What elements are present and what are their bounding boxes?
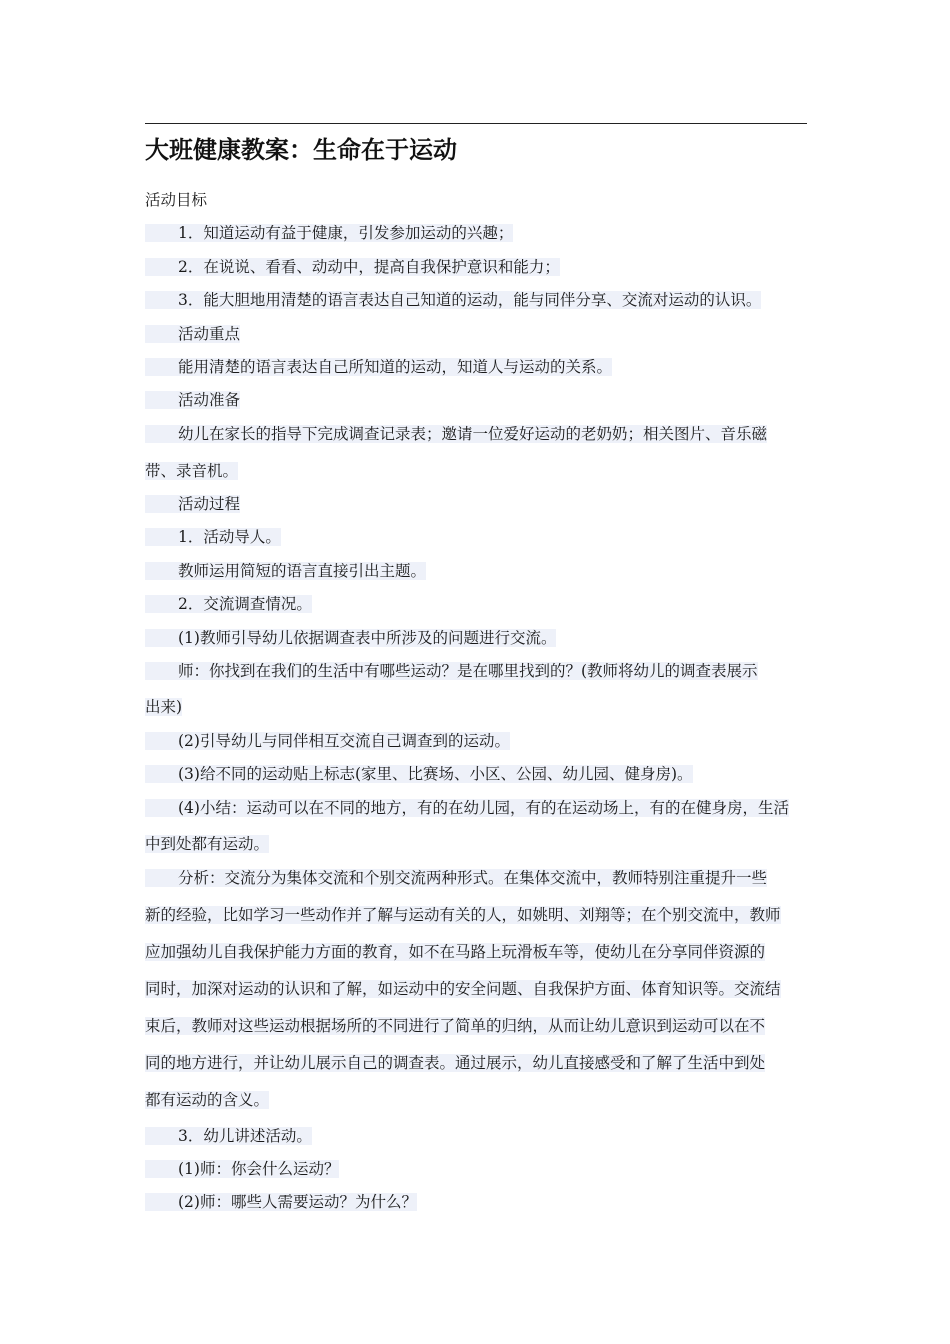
paragraph-line: 同的地方进行，并让幼儿展示自己的调查表。通过展示，幼儿直接感受和了解了生活中到处: [145, 1054, 766, 1072]
paragraph-line: 教师运用简短的语言直接引出主题。: [145, 558, 807, 584]
paragraph-line: 2．交流调查情况。: [145, 591, 807, 617]
paragraph-line: 1．知道运动有益于健康，引发参加运动的兴趣；: [145, 220, 807, 246]
paragraph-line: (3)给不同的运动贴上标志(家里、比赛场、小区、公园、幼儿园、健身房)。: [145, 761, 807, 787]
paragraph-line: 2．在说说、看看、动动中，提高自我保护意识和能力；: [145, 254, 807, 280]
paragraph-line: 带、录音机。: [145, 462, 239, 480]
paragraph-line: (2)引导幼儿与同伴相互交流自己调查到的运动。: [145, 728, 807, 754]
paragraph-line: 束后，教师对这些运动根据场所的不同进行了简单的归纳，从而让幼儿意识到运动可以在不: [145, 1017, 766, 1035]
section-heading-process: 活动过程: [145, 491, 807, 517]
page-title: 大班健康教案：生命在于运动: [145, 136, 457, 164]
paragraph-line: 3．幼儿讲述活动。: [145, 1123, 807, 1149]
paragraph-line: (4)小结：运动可以在不同的地方，有的在幼儿园，有的在运动场上，有的在健身房，生活: [145, 795, 807, 821]
paragraph-line: (2)师：哪些人需要运动？为什么？: [145, 1189, 807, 1215]
paragraph-line: 新的经验，比如学习一些动作并了解与运动有关的人，如姚明、刘翔等；在个别交流中，教师: [145, 906, 781, 924]
paragraph-line: 师：你找到在我们的生活中有哪些运动？是在哪里找到的？(教师将幼儿的调查表展示: [145, 658, 807, 684]
paragraph-line: 1．活动导人。: [145, 524, 807, 550]
paragraph-line: 应加强幼儿自我保护能力方面的教育，如不在马路上玩滑板车等，使幼儿在分享同伴资源的: [145, 943, 766, 961]
header-rule: [145, 123, 807, 124]
paragraph-line: (1)师：你会什么运动？: [145, 1156, 807, 1182]
paragraph-line: 同时，加深对运动的认识和了解，如运动中的安全问题、自我保护方面、体育知识等。交流结: [145, 980, 781, 998]
section-heading-focus: 活动重点: [145, 321, 807, 347]
paragraph-line: 3．能大胆地用清楚的语言表达自己知道的运动，能与同伴分享、交流对运动的认识。: [145, 287, 807, 313]
paragraph-line: 中到处都有运动。: [145, 835, 270, 853]
paragraph-line: 都有运动的含义。: [145, 1091, 270, 1109]
section-heading-preparation: 活动准备: [145, 387, 807, 413]
paragraph-line: 出来): [145, 698, 183, 716]
paragraph-line: (1)教师引导幼儿依据调查表中所涉及的问题进行交流。: [145, 625, 807, 651]
paragraph-line: 幼儿在家长的指导下完成调查记录表；邀请一位爱好运动的老奶奶；相关图片、音乐磁: [145, 421, 807, 447]
paragraph-line: 分析：交流分为集体交流和个别交流两种形式。在集体交流中，教师特别注重提升一些: [145, 865, 807, 891]
section-heading-goals: 活动目标: [145, 191, 208, 209]
paragraph-line: 能用清楚的语言表达自己所知道的运动，知道人与运动的关系。: [145, 354, 807, 380]
